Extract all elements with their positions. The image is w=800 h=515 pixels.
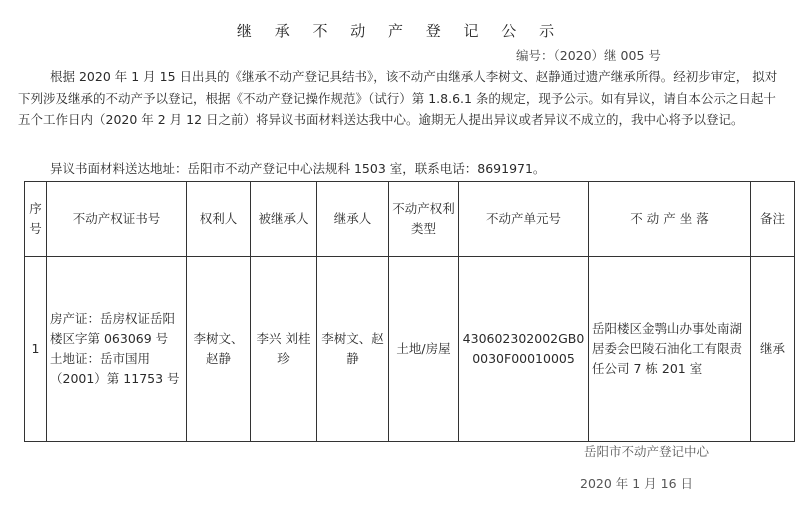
header-remark: 备注 bbox=[751, 182, 795, 257]
header-location: 不 动 产 坐 落 bbox=[589, 182, 751, 257]
issuer-signature: 岳阳市不动产登记中心 bbox=[584, 444, 710, 459]
property-table bbox=[24, 181, 795, 442]
cell-remark: 继承 bbox=[751, 257, 795, 442]
header-unit-no: 不动产单元号 bbox=[459, 182, 589, 257]
header-decedent: 被继承人 bbox=[251, 182, 317, 257]
header-heir: 继承人 bbox=[317, 182, 389, 257]
cell-location: 岳阳楼区金鹗山办事处南湖居委会巴陵石油化工有限责任公司 7 栋 201 室 bbox=[589, 257, 751, 442]
cell-seq: 1 bbox=[25, 257, 47, 442]
table-header-row bbox=[25, 182, 795, 257]
header-owner: 权利人 bbox=[187, 182, 251, 257]
cell-cert bbox=[47, 257, 187, 442]
cell-heir: 李树文、赵静 bbox=[317, 257, 389, 442]
cell-unit-no: 430602302002GB00030F00010005 bbox=[459, 257, 589, 442]
header-right-type: 不动产权利类型 bbox=[389, 182, 459, 257]
cert-house: 房产证：岳房权证岳阳楼区字第 063069 号 bbox=[50, 311, 176, 346]
cert-land: 土地证：岳市国用（2001）第 11753 号 bbox=[50, 351, 180, 386]
issue-date: 2020 年 1 月 16 日 bbox=[580, 476, 694, 491]
objection-address: 异议书面材料送达地址：岳阳市不动产登记中心法规科 1503 室，联系电话：8691971。 bbox=[50, 161, 546, 176]
notice-title: 继 承 不 动 产 登 记 公 示 bbox=[236, 22, 564, 40]
header-cert: 不动产权证书号 bbox=[47, 182, 187, 257]
table-row bbox=[25, 257, 795, 442]
header-seq: 序号 bbox=[25, 182, 47, 257]
document-number: 编号：（2020）继 005 号 bbox=[516, 48, 661, 63]
cell-owner: 李树文、赵静 bbox=[187, 257, 251, 442]
cell-right-type: 土地/房屋 bbox=[389, 257, 459, 442]
notice-paragraph: 根据 2020 年 1 月 15 日出具的《继承不动产登记具结书》，该不动产由继承人李树文、赵静通过遗产继承所得。经初步审定， 拟对下列涉及继承的不动产予以登记，根据《不动产登记操作规范》（试行）第 1.8.6.1 条的规定，现予公示。如有异议，请自本公示之日起十五个工作日内（2020 年 2 月 12 日之前）将异议书面材料送达我中心。逾期无人提出异议或者异议不成立的，我中心将予以登记。 bbox=[18, 69, 778, 127]
cell-decedent: 李兴 刘桂珍 bbox=[251, 257, 317, 442]
